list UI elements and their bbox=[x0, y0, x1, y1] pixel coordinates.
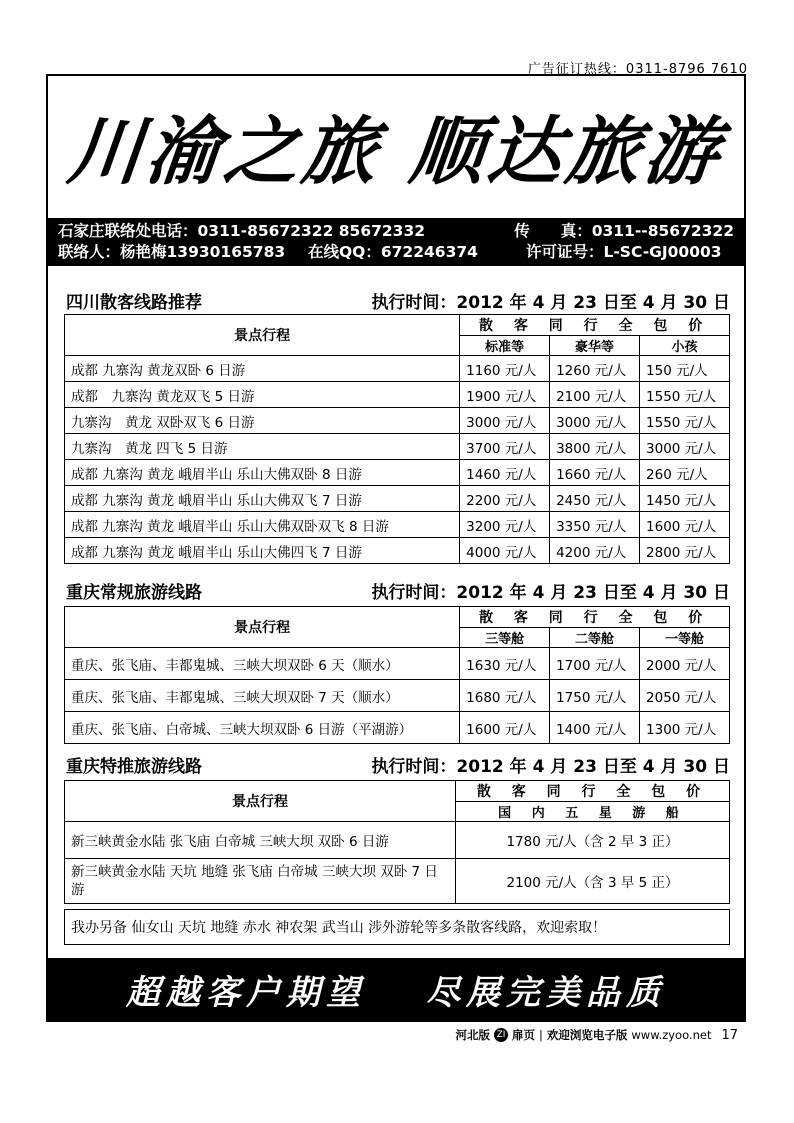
route-cell: 成都 九寨沟 黄龙双飞 5 日游 bbox=[65, 382, 460, 408]
table-row bbox=[65, 408, 730, 434]
price-cell: 2100 元/人（含 3 早 5 正） bbox=[456, 859, 730, 904]
site-link[interactable]: www.zyoo.net bbox=[631, 1028, 712, 1042]
col-cruise: 国 内 五 星 游 船 bbox=[456, 802, 730, 822]
contact-person: 联络人：杨艳梅13930165783 bbox=[58, 243, 286, 261]
price-cell: 150 元/人 bbox=[640, 356, 730, 382]
route-cell: 九寨沟 黄龙 双卧双飞 6 日游 bbox=[65, 408, 460, 434]
route-cell: 新三峡黄金水陆 天坑 地缝 张飞庙 白帝城 三峡大坝 双卧 7 日游 bbox=[65, 859, 456, 904]
table-row bbox=[65, 822, 730, 859]
special-header bbox=[66, 752, 730, 777]
sichuan-table bbox=[64, 314, 730, 564]
price-cell: 1660 元/人 bbox=[550, 460, 640, 486]
route-cell: 重庆、张飞庙、白帝城、三峡大坝双卧 6 日游（平湖游） bbox=[65, 712, 460, 744]
price-cell: 1600 元/人 bbox=[460, 712, 550, 744]
price-cell: 1400 元/人 bbox=[550, 712, 640, 744]
welcome-text: 欢迎浏览电子版 bbox=[546, 1028, 628, 1042]
route-cell: 重庆、张飞庙、丰都鬼城、三峡大坝双卧 7 天（顺水） bbox=[65, 680, 460, 712]
price-cell: 2050 元/人 bbox=[640, 680, 730, 712]
table-row bbox=[65, 538, 730, 564]
section-period: 执行时间：2012 年 4 月 23 日至 4 月 30 日 bbox=[371, 293, 730, 313]
price-cell: 2100 元/人 bbox=[550, 382, 640, 408]
slogan-right: 尽展完美品质 bbox=[426, 972, 666, 1013]
section-period: 执行时间：2012 年 4 月 23 日至 4 月 30 日 bbox=[371, 757, 730, 777]
price-cell: 3000 元/人 bbox=[550, 408, 640, 434]
price-cell: 1630 元/人 bbox=[460, 648, 550, 680]
route-cell: 成都 九寨沟 黄龙 峨眉半山 乐山大佛双卧 8 日游 bbox=[65, 460, 460, 486]
edition-label: 河北版 bbox=[455, 1028, 491, 1042]
col-third-class: 三等舱 bbox=[460, 628, 550, 648]
col-group: 散 客 同 行 全 包 价 bbox=[460, 607, 730, 628]
price-cell: 1700 元/人 bbox=[550, 648, 640, 680]
table-row bbox=[65, 712, 730, 744]
office-phone: 石家庄联络处电话：0311-85672322 85672332 bbox=[58, 222, 426, 240]
price-cell: 2200 元/人 bbox=[460, 486, 550, 512]
table-row bbox=[65, 434, 730, 460]
route-cell: 成都 九寨沟 黄龙双卧 6 日游 bbox=[65, 356, 460, 382]
brand-logo-icon: ZI bbox=[494, 1028, 508, 1042]
price-cell: 3200 元/人 bbox=[460, 512, 550, 538]
price-cell: 3000 元/人 bbox=[640, 434, 730, 460]
col-luxury: 豪华等 bbox=[550, 336, 640, 356]
page-number: 17 bbox=[721, 1027, 738, 1043]
table-row bbox=[65, 486, 730, 512]
page-footer bbox=[456, 1027, 738, 1043]
price-cell: 4200 元/人 bbox=[550, 538, 640, 564]
chongqing-header bbox=[66, 578, 730, 603]
price-cell: 2000 元/人 bbox=[640, 648, 730, 680]
license-number: 许可证号：L-SC-GJ00003 bbox=[526, 243, 722, 261]
price-cell: 3000 元/人 bbox=[460, 408, 550, 434]
price-cell: 2450 元/人 bbox=[550, 486, 640, 512]
price-cell: 1460 元/人 bbox=[460, 460, 550, 486]
section-title: 重庆常规旅游线路 bbox=[66, 583, 202, 603]
route-cell: 成都 九寨沟 黄龙 峨眉半山 乐山大佛双卧双飞 8 日游 bbox=[65, 512, 460, 538]
col-child: 小孩 bbox=[640, 336, 730, 356]
price-cell: 1680 元/人 bbox=[460, 680, 550, 712]
col-group: 散 客 同 行 全 包 价 bbox=[460, 315, 730, 336]
col-route: 景点行程 bbox=[65, 781, 456, 822]
route-cell: 九寨沟 黄龙 四飞 5 日游 bbox=[65, 434, 460, 460]
sichuan-header bbox=[66, 288, 730, 313]
price-cell: 1550 元/人 bbox=[640, 408, 730, 434]
more-routes-note: 我办另备 仙女山 天坑 地缝 赤水 神农架 武当山 涉外游轮等多条散客线路，欢迎索取！ bbox=[64, 909, 730, 945]
route-cell: 重庆、张飞庙、丰都鬼城、三峡大坝双卧 6 天（顺水） bbox=[65, 648, 460, 680]
route-cell: 成都 九寨沟 黄龙 峨眉半山 乐山大佛四飞 7 日游 bbox=[65, 538, 460, 564]
price-cell: 3800 元/人 bbox=[550, 434, 640, 460]
price-cell: 1780 元/人（含 2 早 3 正） bbox=[456, 822, 730, 859]
price-cell: 1550 元/人 bbox=[640, 382, 730, 408]
table-row bbox=[65, 382, 730, 408]
slogan-banner bbox=[48, 958, 744, 1020]
route-cell: 新三峡黄金水陆 张飞庙 白帝城 三峡大坝 双卧 6 日游 bbox=[65, 822, 456, 859]
price-cell: 1900 元/人 bbox=[460, 382, 550, 408]
col-route: 景点行程 bbox=[65, 315, 460, 356]
price-cell: 1300 元/人 bbox=[640, 712, 730, 744]
col-standard: 标准等 bbox=[460, 336, 550, 356]
contact-bar bbox=[48, 218, 744, 266]
price-cell: 1160 元/人 bbox=[460, 356, 550, 382]
price-cell: 4000 元/人 bbox=[460, 538, 550, 564]
chongqing-table bbox=[64, 606, 730, 744]
online-qq: 在线QQ：672246374 bbox=[308, 243, 478, 261]
page-label: 扉页 bbox=[512, 1028, 536, 1042]
price-cell: 1260 元/人 bbox=[550, 356, 640, 382]
route-cell: 成都 九寨沟 黄龙 峨眉半山 乐山大佛双飞 7 日游 bbox=[65, 486, 460, 512]
price-cell: 260 元/人 bbox=[640, 460, 730, 486]
price-cell: 1600 元/人 bbox=[640, 512, 730, 538]
ad-hotline: 广告征订热线：0311-8796 7610 bbox=[527, 62, 748, 77]
slogan-left: 超越客户期望 bbox=[126, 972, 366, 1013]
section-period: 执行时间：2012 年 4 月 23 日至 4 月 30 日 bbox=[371, 583, 730, 603]
price-cell: 1750 元/人 bbox=[550, 680, 640, 712]
special-table bbox=[64, 780, 730, 904]
advert-frame bbox=[46, 74, 746, 1022]
section-title: 重庆特推旅游线路 bbox=[66, 757, 202, 777]
brand-title: 川渝之旅 顺达旅游 bbox=[63, 109, 727, 195]
col-second-class: 二等舱 bbox=[550, 628, 640, 648]
price-cell: 3350 元/人 bbox=[550, 512, 640, 538]
col-group: 散 客 同 行 全 包 价 bbox=[456, 781, 730, 802]
price-cell: 1450 元/人 bbox=[640, 486, 730, 512]
table-row bbox=[65, 356, 730, 382]
table-row bbox=[65, 512, 730, 538]
price-cell: 2800 元/人 bbox=[640, 538, 730, 564]
col-first-class: 一等舱 bbox=[640, 628, 730, 648]
table-row bbox=[65, 680, 730, 712]
table-row bbox=[65, 460, 730, 486]
table-row bbox=[65, 648, 730, 680]
fax: 传 真：0311--85672322 bbox=[514, 222, 734, 240]
col-route: 景点行程 bbox=[65, 607, 460, 648]
separator: | bbox=[539, 1028, 543, 1042]
price-cell: 3700 元/人 bbox=[460, 434, 550, 460]
table-row bbox=[65, 859, 730, 904]
section-title: 四川散客线路推荐 bbox=[66, 293, 202, 313]
